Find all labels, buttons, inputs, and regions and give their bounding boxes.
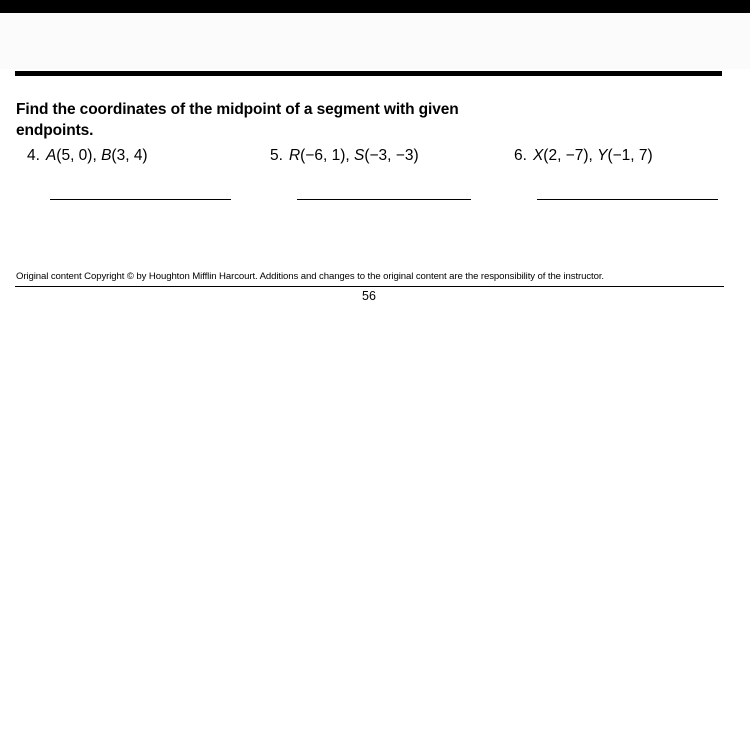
point-coordinates: (−1, 7) xyxy=(607,147,653,164)
section-divider xyxy=(15,71,722,76)
point-label: X xyxy=(532,147,544,164)
problem-4 xyxy=(27,145,148,167)
problem-number: 6. xyxy=(514,147,527,164)
point-label: A xyxy=(45,147,57,164)
copyright-notice: Original content Copyright © by Houghton Mifflin Harcourt. Additions and changes to the original content are the responsibility of the instructor. xyxy=(16,271,604,282)
point-coordinates: (5, 0), xyxy=(56,147,102,164)
point-label: B xyxy=(101,147,112,164)
answer-line-6[interactable] xyxy=(537,199,718,200)
point-coordinates: (−6, 1), xyxy=(300,147,354,164)
point-label: R xyxy=(288,147,301,164)
footer-divider xyxy=(15,286,724,287)
answer-line-4[interactable] xyxy=(50,199,231,200)
problem-number: 4. xyxy=(27,147,40,164)
point-label: Y xyxy=(597,147,608,164)
point-coordinates: (2, −7), xyxy=(543,147,598,164)
point-label: S xyxy=(353,147,365,164)
instructions-text: Find the coordinates of the midpoint of a segment with given endpoints. xyxy=(16,101,459,139)
problem-5 xyxy=(270,145,419,167)
top-border-bar xyxy=(0,0,750,13)
point-coordinates: (3, 4) xyxy=(111,147,148,164)
page-number: 56 xyxy=(362,289,376,303)
problem-6 xyxy=(514,145,653,167)
answer-line-5[interactable] xyxy=(297,199,471,200)
problem-number: 5. xyxy=(270,147,283,164)
point-coordinates: (−3, −3) xyxy=(364,147,419,164)
header-margin xyxy=(0,13,750,69)
